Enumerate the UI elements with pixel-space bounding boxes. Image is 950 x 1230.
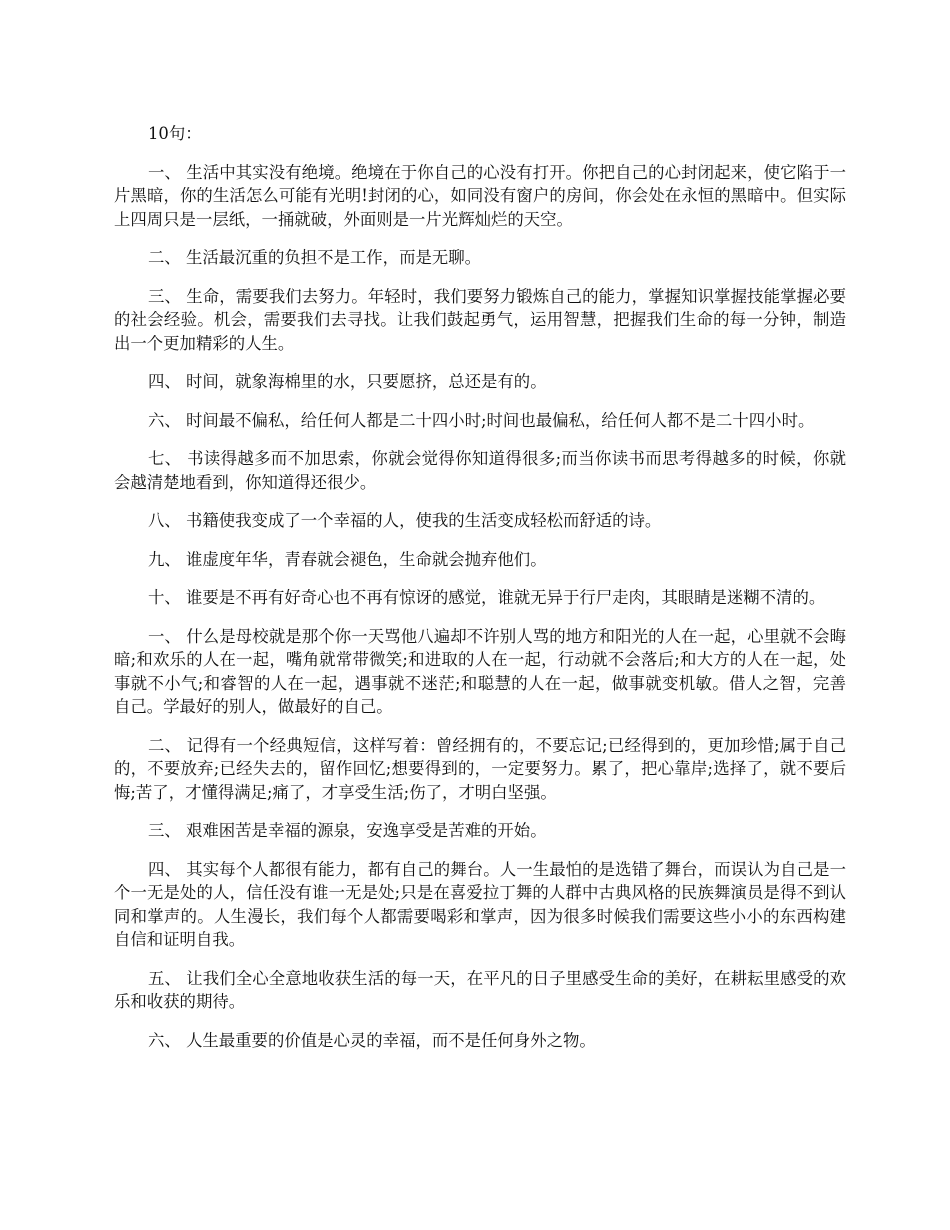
paragraph-6: 七、 书读得越多而不加思索，你就会觉得你知道得很多;而当你读书而思考得越多的时候，你就会越清楚地看到，你知道得还很少。: [114, 449, 846, 492]
paragraph-14: 五、 让我们全心全意地收获生活的每一天，在平凡的日子里感受生命的美好，在耕耘里感受的欢乐和收获的期待。: [114, 968, 846, 1011]
paragraph-5: 六、 时间最不偏私，给任何人都是二十四小时;时间也最偏私，给任何人都不是二十四小时。: [148, 410, 815, 430]
paragraph-9: 十、 谁要是不再有好奇心也不再有惊讶的感觉，谁就无异于行尸走肉，其眼睛是迷糊不清的。: [148, 588, 826, 607]
document-page: [114, 122, 846, 1067]
paragraph-12: 三、 艰难困苦是幸福的源泉，安逸享受是苦难的开始。: [148, 821, 547, 840]
paragraph-2: 二、 生活最沉重的负担不是工作，而是无聊。: [148, 248, 482, 267]
paragraph-10: 一、 什么是母校就是那个你一天骂他八遍却不许别人骂的地方和阳光的人在一起，心里就不会晦暗;和欢乐的人在一起，嘴角就常带微笑;和进取的人在一起，行动就不会落后;和大方的人在一起，处事就不小气;和睿智的人在一起，遇事就不迷茫;和聪慧的人在一起，做事就变机敏。借人之智，完善自己。学最好的别人，做最好的自己。: [114, 626, 846, 716]
paragraph-8: 九、 谁虚度年华，青春就会褪色，生命就会抛弃他们。: [148, 549, 547, 569]
paragraph-3: 三、 生命，需要我们去努力。年轻时，我们要努力锻炼自己的能力，掌握知识掌握技能掌握必要的社会经验。机会，需要我们去寻找。让我们鼓起勇气，运用智慧，把握我们生命的每一分钟，制造出一个更加精彩的人生。: [114, 286, 846, 353]
paragraph-1: 一、 生活中其实没有绝境。绝境在于你自己的心没有打开。你把自己的心封闭起来，使它陷于一片黑暗，你的生活怎么可能有光明!封闭的心，如同没有窗户的房间，你会处在永恒的黑暗中。但实际上四周只是一层纸，一捅就破，外面则是一片光辉灿烂的天空。: [114, 162, 846, 229]
paragraph-4: 四、 时间，就象海棉里的水，只要愿挤，总还是有的。: [148, 372, 547, 391]
paragraph-11: 二、 记得有一个经典短信，这样写着：曾经拥有的，不要忘记;已经得到的，更加珍惜;属于自己的，不要放弃;已经失去的，留作回忆;想要得到的，一定要努力。累了，把心靠岸;选择了，就不要后悔;苦了，才懂得满足;痛了，才享受生活;伤了，才明白坚强。: [114, 735, 846, 802]
intro-line: 10句：: [148, 124, 202, 143]
paragraph-7: 八、 书籍使我变成了一个幸福的人，使我的生活变成轻松而舒适的诗。: [148, 511, 662, 530]
paragraph-15: 六、 人生最重要的价值是心灵的幸福，而不是任何身外之物。: [148, 1030, 596, 1050]
paragraph-13: 四、 其实每个人都很有能力，都有自己的舞台。人一生最怕的是选错了舞台，而误认为自己是一个一无是处的人，信任没有谁一无是处;只是在喜爱拉丁舞的人群中古典风格的民族舞演员是得不到认同和掌声的。人生漫长，我们每个人都需要喝彩和掌声，因为很多时候我们需要这些小小的东西构建自信和证明自我。: [114, 859, 846, 949]
